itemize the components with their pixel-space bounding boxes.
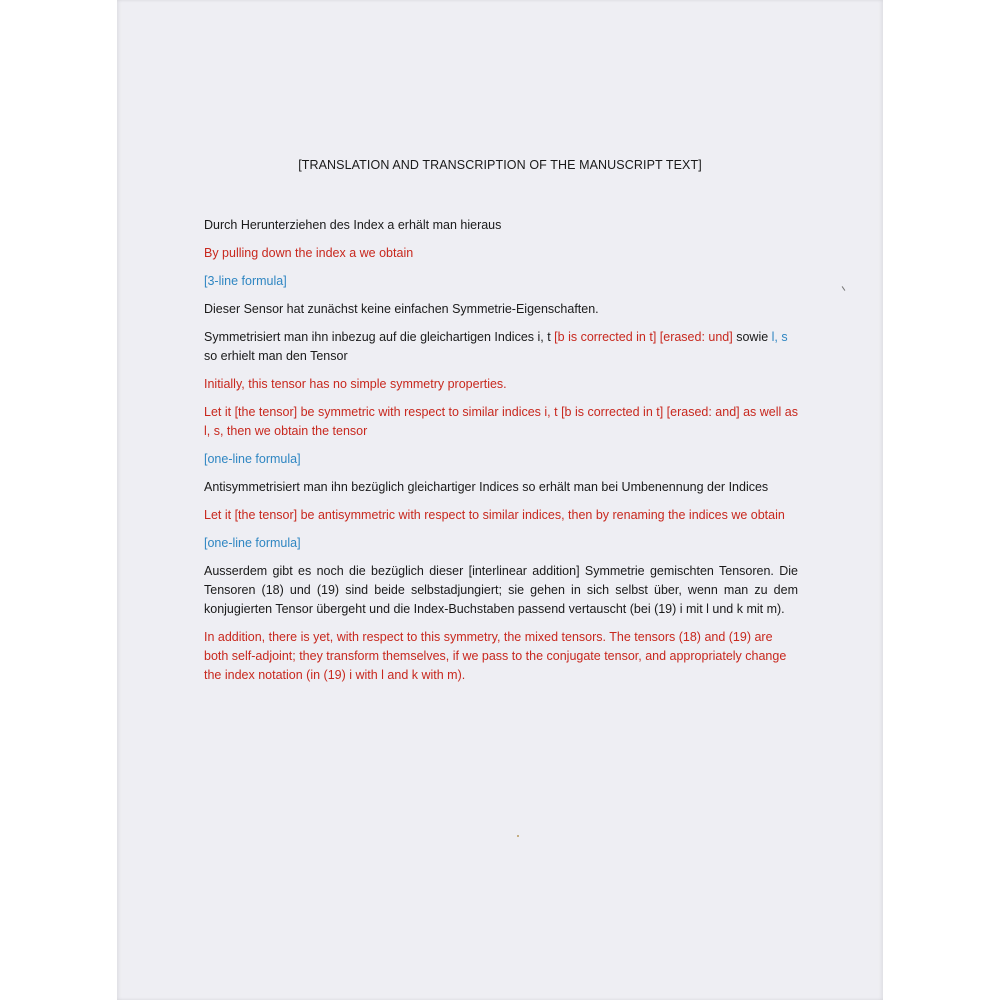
- english-paragraph-2: Initially, this tensor has no simple symmetry properties.: [204, 377, 507, 391]
- document-title: [TRANSLATION AND TRANSCRIPTION OF THE MANUSCRIPT TEXT]: [298, 158, 702, 172]
- german-paragraph-2: Dieser Sensor hat zunächst keine einfachen Symmetrie-Eigenschaften.: [204, 302, 599, 316]
- formula-placeholder-3: [one-line formula]: [204, 536, 301, 550]
- english-paragraph-1: By pulling down the index a we obtain: [204, 246, 414, 260]
- german-paragraph-5: Ausserdem gibt es noch die bezüglich dieser [interlinear addition] Symmetrie gemischten Tensoren. Die Tensoren (18) und (19) sind beide selbstadjungiert; sie gehen in sich selbst über, wenn man zu dem konjugierten Tensor übergeht und die Index-Buchstaben passend vertauscht (bei (19) i mit l und k mit m).: [204, 564, 798, 616]
- german-paragraph-4: Antisymmetrisiert man ihn bezüglich gleichartiger Indices so erhält man bei Umbenennung der Indices: [204, 480, 769, 494]
- german-paragraph-3: [204, 328, 798, 366]
- formula-placeholder-2: [one-line formula]: [204, 452, 301, 466]
- english-paragraph-3: Let it [the tensor] be symmetric with respect to similar indices i, t [b is corrected in t] [erased: and] as well as l, s, then we obtain the tensor: [204, 405, 798, 438]
- document-body: [204, 216, 798, 694]
- english-paragraph-4: Let it [the tensor] be antisymmetric with respect to similar indices, then by renaming the indices we obtain: [204, 508, 785, 522]
- formula-placeholder-1: [3-line formula]: [204, 274, 287, 288]
- german-paragraph-3-text-e: so erhielt man den Tensor: [204, 349, 348, 363]
- german-paragraph-1: Durch Herunterziehen des Index a erhält man hieraus: [204, 218, 502, 232]
- paper-speck: [517, 835, 519, 837]
- german-paragraph-3-text-a: Symmetrisiert man ihn inbezug auf die gleichartigen Indices i, t: [204, 330, 555, 344]
- index-letters: l, s: [771, 330, 788, 344]
- german-paragraph-3-text-c: sowie: [732, 330, 772, 344]
- correction-note: [b is corrected in t] [erased: und]: [554, 330, 733, 344]
- paper-sheet: [117, 0, 883, 1000]
- english-paragraph-5: In addition, there is yet, with respect to this symmetry, the mixed tensors. The tensors (18) and (19) are both self-adjoint; they transform themselves, if we pass to the conjugate tensor, and appropriately change the index notation (in (19) i with l and k with m).: [204, 630, 787, 682]
